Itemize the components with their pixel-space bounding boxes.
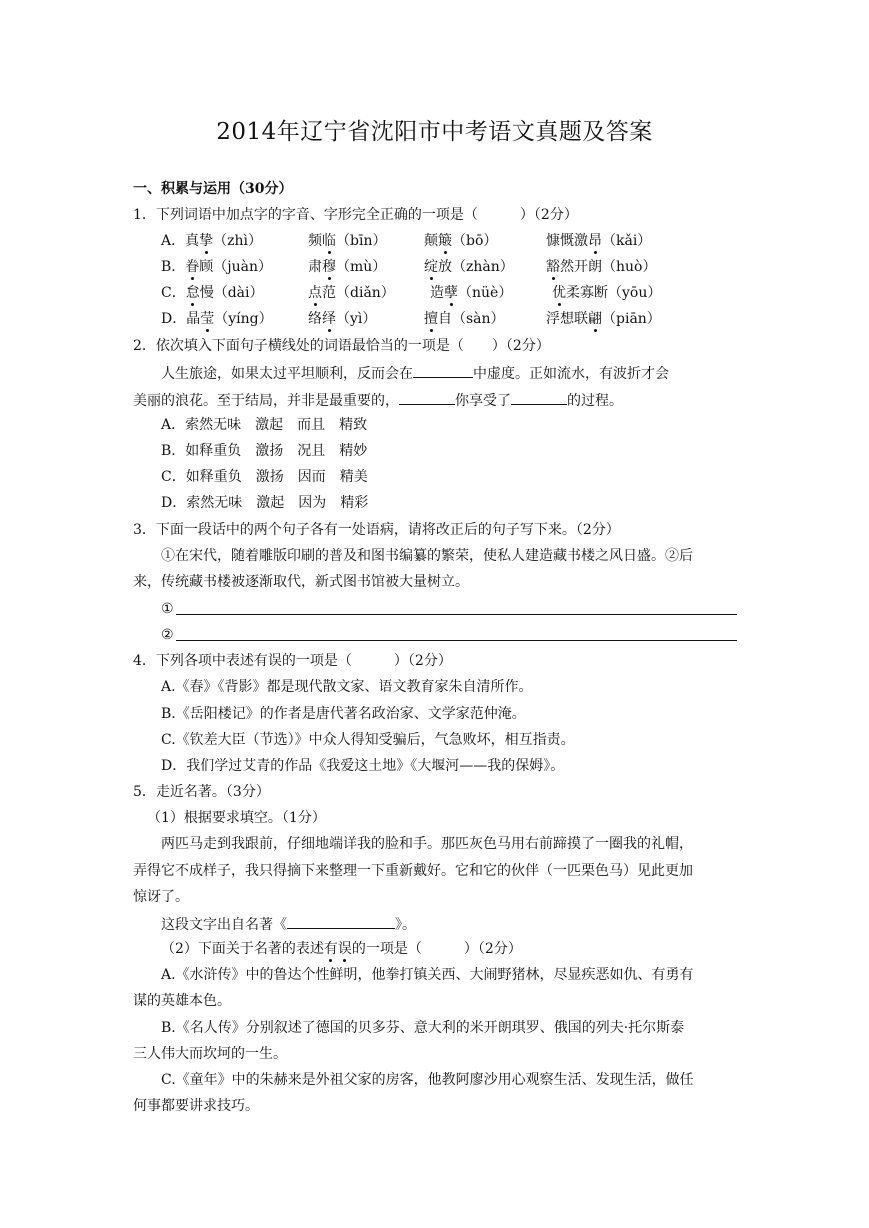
- q1-option-a-word4: 慷慨激昂（kǎi）: [546, 233, 652, 249]
- q5-sub1: （1）根据要求填空。（1分）: [147, 810, 326, 826]
- q1-option-b-word4: 豁然开朗（huò）: [546, 259, 657, 275]
- q5-sub2: （2）下面关于名著的表述有误的一项是（ ）（2分）: [161, 941, 522, 957]
- q3-passage-line1: ①在宋代，随着雕版印刷的普及和图书编纂的繁荣，使私人建造藏书楼之风日盛。②后: [161, 548, 693, 564]
- q1-option-d-word3: 擅自（sàn）: [424, 311, 505, 327]
- q2-option-b: B．如释重负 激扬 况且 精妙: [161, 443, 368, 459]
- q2-option-c: C．如释重负 激扬 因而 精美: [161, 469, 368, 485]
- q4-option-a: A.《春》《背影》都是现代散文家、语文教育家朱自清所作。: [161, 679, 533, 695]
- dotted-char: 簸: [438, 233, 452, 249]
- q3-stem: 3．下面一段话中的两个句子各有一处语病，请将改正后的句子写下来。（2分）: [133, 522, 620, 538]
- q1-option-d-word4: 浮想联翩（piān）: [546, 311, 661, 327]
- dotted-char: 豁: [546, 259, 560, 275]
- dotted-char: 有: [323, 941, 338, 957]
- q1-option-c-word3: 造孽（nüè）: [430, 285, 513, 301]
- q1-option-c-word4: 优柔寡断（yōu）: [552, 285, 662, 301]
- q5-passage-line2: 弄得它不成样子，我只得摘下来整理一下重新戴好。它和它的伙伴（一匹栗色马）见此更加: [133, 863, 693, 879]
- q5-option-a-line1: A.《水浒传》中的鲁达个性鲜明，他拳打镇关西、大闹野猪林，尽显疾恶如仇、有勇有: [161, 967, 694, 983]
- q3-passage-line2: 来，传统藏书楼被逐渐取代，新式图书馆被大量树立。: [133, 574, 469, 590]
- q5-stem: 5．走近名著。（3分）: [133, 784, 270, 800]
- q2-option-a: A．索然无味 激起 而且 精致: [161, 417, 368, 433]
- dotted-char: 挚: [199, 233, 214, 249]
- q5-option-b-line2: 三人伟大而坎坷的一生。: [133, 1046, 287, 1062]
- dotted-char: 绎: [322, 311, 336, 327]
- q3-answer-label-1: ①: [161, 601, 174, 617]
- q1-option-d-word2: 络绎（yì）: [308, 311, 377, 327]
- q5-option-c-line2: 何事都要讲求技巧。: [133, 1098, 259, 1114]
- q1-option-a-word2: 频临（bīn）: [308, 233, 387, 249]
- q1-option-b-word3: 绽放（zhàn）: [424, 259, 514, 275]
- q2-stem: 2．依次填入下面句子横线处的词语最恰当的一项是（ ）（2分）: [133, 338, 550, 354]
- dotted-char: 绽: [424, 259, 438, 275]
- document-title: 2014年辽宁省沈阳市中考语文真题及答案: [216, 119, 653, 145]
- q1-option-a: A．真挚（zhì）: [161, 233, 262, 249]
- q1-option-c: C．怠慢（dài）: [161, 285, 264, 301]
- dotted-char: 擅: [424, 311, 438, 327]
- q5-fill-line: 这段文字出自名著《 》。: [161, 914, 416, 934]
- dotted-char: 昂: [588, 233, 602, 249]
- dotted-char: 莹: [200, 311, 215, 327]
- dotted-char: 优: [552, 285, 566, 301]
- dotted-char: 穆: [322, 259, 336, 275]
- q5-option-a-line2: 谋的英雄本色。: [133, 993, 231, 1009]
- q5-option-b-line1: B.《名人传》分别叙述了德国的贝多芬、意大利的米开朗琪罗、俄国的列夫·托尔斯泰: [161, 1020, 685, 1036]
- q1-option-c-word2: 点范（diǎn）: [308, 285, 395, 301]
- answer-blank[interactable]: [511, 390, 567, 405]
- q2-passage-line1: 人生旅途，如果太过平坦顺利，反而会在 中虚度。正如流水，有波折才会: [161, 363, 669, 383]
- q2-option-d: D．索然无味 激起 因为 精彩: [161, 495, 369, 511]
- dotted-char: 孽: [444, 285, 458, 301]
- answer-blank[interactable]: [413, 363, 473, 378]
- dotted-char: 眷: [185, 259, 200, 275]
- q1-option-d: D．晶莹（yíng）: [161, 311, 273, 327]
- q1-option-a-word3: 颠簸（bō）: [424, 233, 498, 249]
- q4-option-d: D．我们学过艾青的作品《我爱这土地》《大堰河——我的保姆》。: [161, 758, 565, 774]
- q4-option-b: B.《岳阳楼记》的作者是唐代著名政治家、文学家范仲淹。: [161, 706, 526, 722]
- q4-option-c: C.《钦差大臣（节选）》中众人得知受骗后，气急败坏，相互指责。: [161, 732, 575, 748]
- q3-answer-line-1[interactable]: [176, 614, 737, 615]
- q1-stem: 1．下列词语中加点字的字音、字形完全正确的一项是（ ）（2分）: [133, 207, 578, 223]
- answer-blank[interactable]: [399, 390, 455, 405]
- dotted-char: 误: [337, 941, 352, 957]
- q5-passage-line1: 两匹马走到我跟前，仔细地端详我的脸和手。那匹灰色马用右前蹄摸了一圈我的礼帽，: [161, 836, 693, 852]
- dotted-char: 怠: [185, 285, 200, 301]
- q5-passage-line3: 惊讶了。: [133, 889, 189, 905]
- q1-option-b-word2: 肃穆（mù）: [308, 259, 387, 275]
- book-title-blank[interactable]: [287, 914, 395, 929]
- dotted-char: 翩: [588, 311, 602, 327]
- q3-answer-line-2[interactable]: [176, 640, 737, 641]
- q2-passage-line2: 美丽的浪花。至于结局，并非是最重要的， 你享受了 的过程。: [133, 390, 623, 410]
- dotted-char: 临: [322, 233, 336, 249]
- dotted-char: 点: [308, 285, 322, 301]
- q5-option-c-line1: C.《童年》中的朱赫来是外祖父家的房客，他教阿廖沙用心观察生活、发现生活，做任: [161, 1072, 694, 1088]
- option-label: A．: [161, 233, 186, 249]
- q3-answer-label-2: ②: [161, 627, 174, 643]
- q4-stem: 4．下列各项中表述有误的一项是（ ）（2分）: [133, 653, 452, 669]
- section-heading: 一、积累与运用（30分）: [133, 181, 293, 197]
- q1-option-b: B．眷顾（juàn）: [161, 259, 273, 275]
